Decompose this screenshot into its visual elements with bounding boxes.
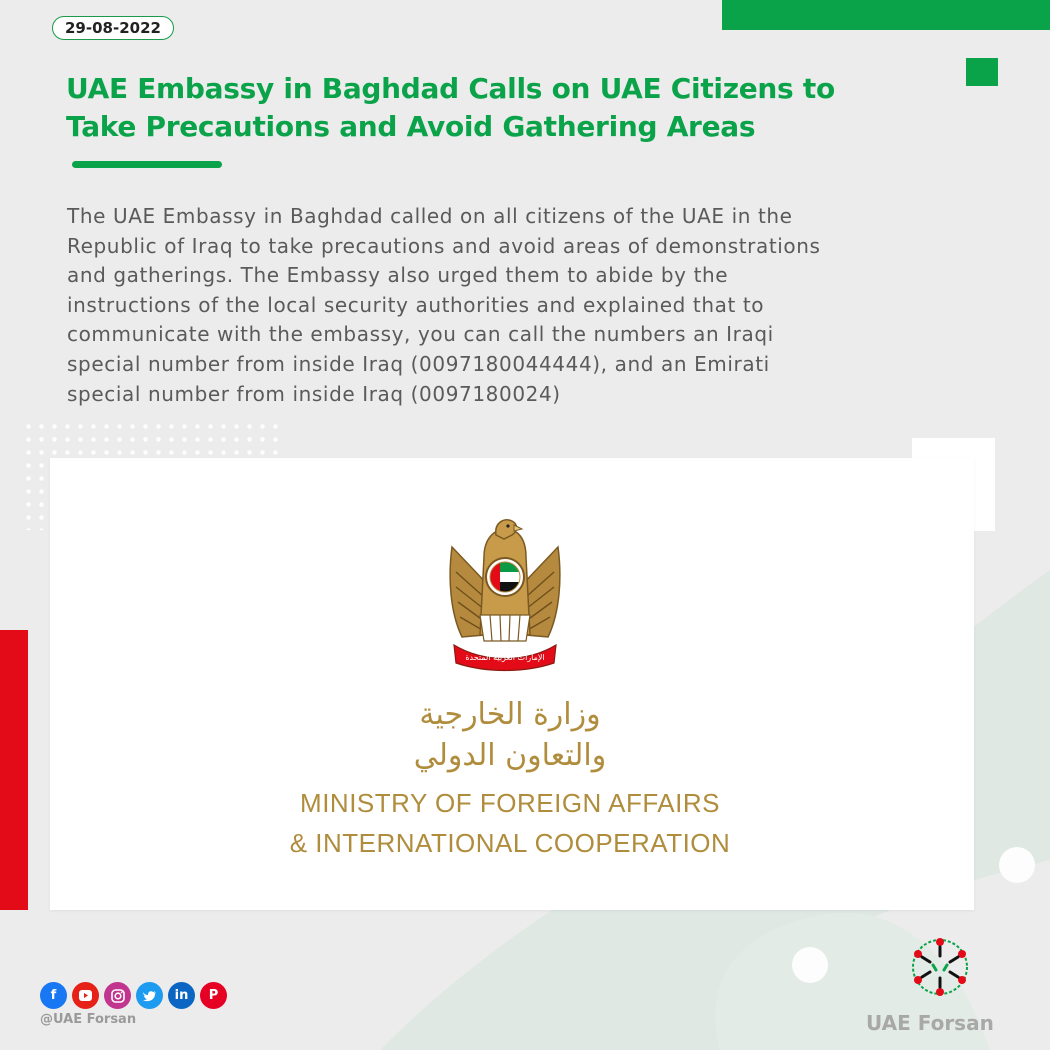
social-handle: @UAE Forsan [40,1012,137,1027]
youtube-icon[interactable] [72,982,99,1009]
ministry-name-english-line-1: MINISTRY OF FOREIGN AFFAIRS [300,788,720,818]
body-line: Republic of Iraq to take precautions and avoid areas of demonstrations [67,233,821,258]
emblem-banner-text: الإمارات العربية المتحدة [465,653,545,662]
red-accent-bar [0,630,28,910]
date-badge: 29-08-2022 [52,16,174,40]
uae-emblem-icon [444,517,566,673]
top-accent-bar [722,0,1050,30]
headline-underline [72,161,222,168]
body-text [67,202,967,409]
ministry-name-arabic-line-2: والتعاون الدولي [413,738,607,773]
body-line: instructions of the local security authorities and explained that to [67,292,765,317]
body-line: The UAE Embassy in Baghdad called on all citizens of the UAE in the [67,204,793,228]
body-line: special number from inside Iraq (0097180024) [67,381,561,406]
instagram-icon[interactable] [104,982,131,1009]
ministry-name-arabic-line-1: وزارة الخارجية [419,697,601,732]
body-line: special number from inside Iraq (0097180044444), and an Emirati [67,351,770,376]
twitter-icon[interactable] [136,982,163,1009]
headline [66,70,946,146]
headline-line-1: UAE Embassy in Baghdad Calls on UAE Citizens to [66,72,835,105]
pinterest-icon[interactable]: P [200,982,227,1009]
uae-forsan-logo-icon [900,932,980,1002]
headline-line-2: Take Precautions and Avoid Gathering Areas [66,110,756,143]
body-line: communicate with the embassy, you can call the numbers an Iraqi [67,322,774,347]
social-icons [40,982,227,1009]
linkedin-icon[interactable]: in [168,982,195,1009]
facebook-icon[interactable]: f [40,982,67,1009]
body-line: and gatherings. The Embassy also urged them to abide by the [67,263,729,288]
ministry-name-english-line-2: & INTERNATIONAL COOPERATION [289,828,731,858]
brand-name: UAE Forsan [866,1011,994,1035]
top-accent-square [966,58,998,86]
